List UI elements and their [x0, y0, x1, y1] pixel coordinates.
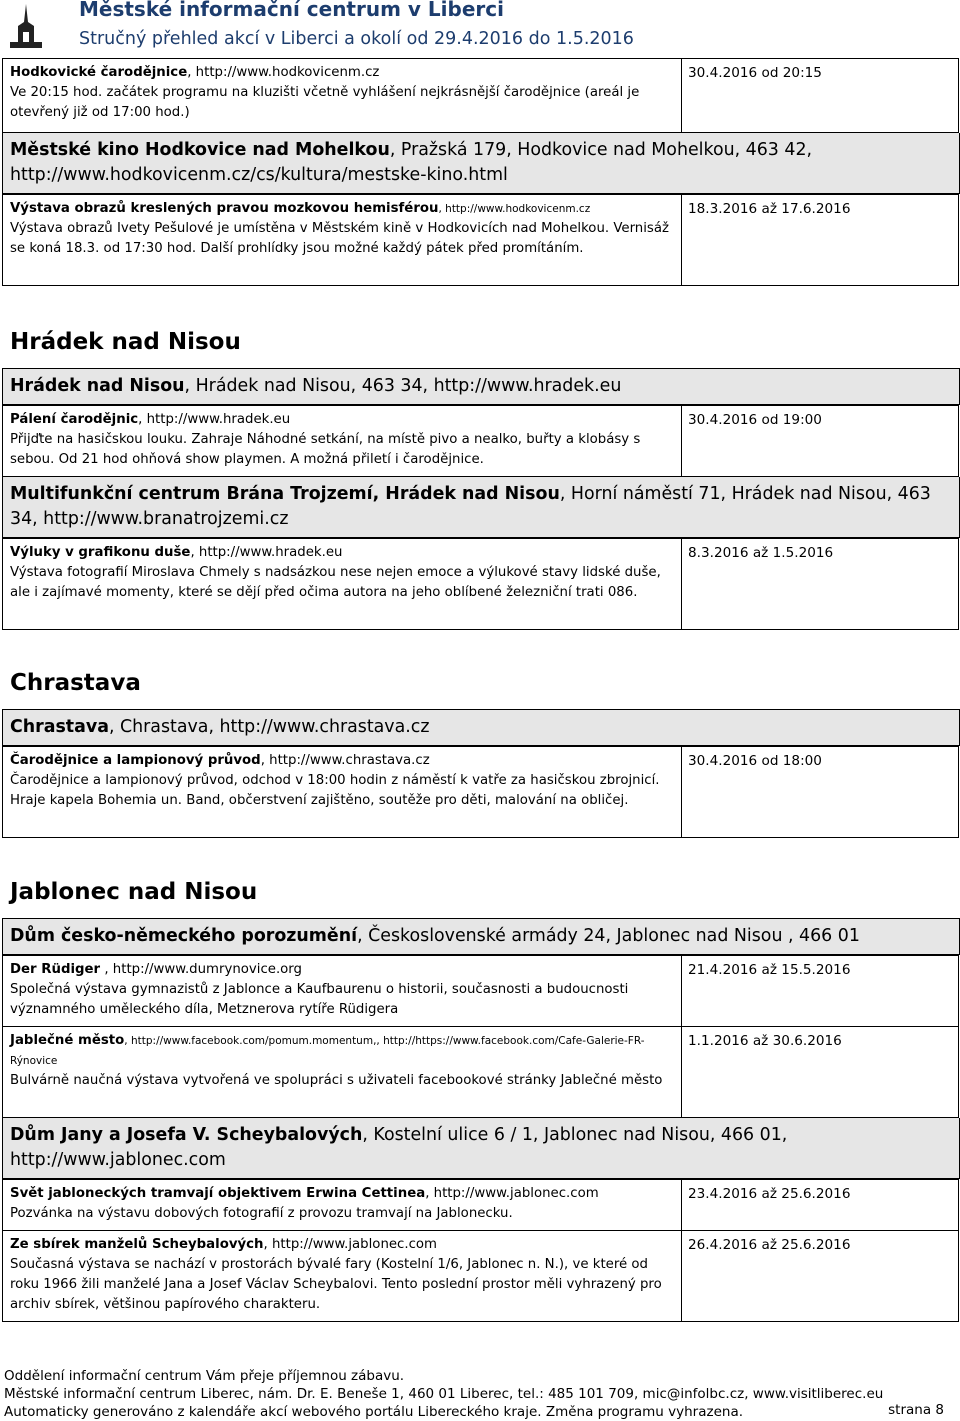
venue-name: Dům česko-německého porozumění — [10, 926, 358, 946]
event-url[interactable]: , http://www.hradek.eu — [190, 545, 343, 560]
liberec-logo-icon — [6, 2, 46, 50]
events-table — [2, 194, 959, 286]
page-footer — [4, 1367, 883, 1421]
event-date: 30.4.2016 od 18:00 — [682, 747, 959, 838]
venue-details: , Chrastava, http://www.chrastava.cz — [108, 717, 430, 737]
event-date: 18.3.2016 až 17.6.2016 — [682, 195, 959, 286]
event-title: Pálení čarodějnic — [10, 412, 139, 427]
event-row — [3, 59, 959, 133]
event-url[interactable]: , http://www.hodkovicenm.cz — [438, 203, 591, 215]
event-url[interactable]: , http://www.hradek.eu — [138, 412, 291, 427]
events-table — [2, 955, 959, 1118]
header-subtitle: Stručný přehled akcí v Liberci a okolí od 29.4.2016 do 1.5.2016 — [79, 29, 634, 49]
event-description: Přijďte na hasičskou louku. Zahraje Náhodné setkání, na místě pivo a nealko, buřty a klobásy s sebou. Od 21 hod ohňová show playmen. A možná přiletí i čarodějnice. — [10, 432, 641, 467]
event-cell — [3, 59, 682, 133]
venue-name: Chrastava — [10, 717, 109, 737]
region-heading-hradek: Hrádek nad Nisou — [10, 329, 241, 355]
event-title: Čarodějnice a lampionový průvod — [10, 753, 261, 768]
event-cell — [3, 1180, 682, 1231]
page-header — [0, 0, 960, 56]
event-url[interactable]: , http://www.hodkovicenm.cz — [187, 65, 380, 80]
page-content — [0, 58, 960, 1322]
header-title: Městské informační centrum v Liberci — [79, 0, 504, 21]
footer-contact: Městské informační centrum Liberec, nám. Dr. E. Beneše 1, 460 01 Liberec, tel.: 485 101 709, mic@infolbc.cz, www.visitliberec.eu — [4, 1386, 884, 1402]
region-heading-jablonec: Jablonec nad Nisou — [10, 879, 258, 905]
events-table — [2, 58, 959, 133]
venue-header — [2, 133, 960, 194]
events-table — [2, 538, 959, 630]
venue-header — [2, 1118, 960, 1179]
venue-name: Hrádek nad Nisou — [10, 376, 185, 396]
region-heading-chrastava: Chrastava — [10, 670, 141, 696]
event-title: Výluky v grafikonu duše — [10, 545, 191, 560]
event-url[interactable]: , http://www.dumrynovice.org — [100, 962, 302, 977]
venue-details: , Pražská 179, Hodkovice nad Mohelkou, 463 42, http://www.hodkovicenm.cz/cs/kultura/mestske-kino.html — [10, 140, 813, 185]
event-cell — [3, 747, 682, 838]
event-row — [3, 956, 959, 1027]
event-row — [3, 195, 959, 286]
events-table — [2, 1179, 959, 1322]
event-description: Pozvánka na výstavu dobových fotografií z provozu tramvají na Jablonecku. — [10, 1206, 513, 1221]
venue-header — [2, 477, 960, 538]
event-title: Hodkovické čarodějnice — [10, 65, 188, 80]
event-date: 30.4.2016 od 19:00 — [682, 406, 959, 477]
venue-header — [2, 918, 960, 955]
event-row — [3, 1180, 959, 1231]
event-date: 30.4.2016 od 20:15 — [682, 59, 959, 133]
event-title: Jablečné město — [10, 1033, 125, 1048]
event-row — [3, 747, 959, 838]
venue-details: , Československé armády 24, Jablonec nad Nisou , 466 01 — [357, 926, 860, 946]
event-description: Výstava obrazů Ivety Pešulové je umístěna v Městském kině v Hodkovicích nad Mohelkou. Vernisáž se koná 18.3. od 17:30 hod. Další prohlídky jsou možné každý pátek před promítáním. — [10, 221, 669, 256]
venue-header — [2, 368, 960, 405]
venue-header — [2, 709, 960, 746]
footer-greeting: Oddělení informační centrum Vám přeje příjemnou zábavu. — [4, 1368, 405, 1384]
event-date: 21.4.2016 až 15.5.2016 — [682, 956, 959, 1027]
event-date: 1.1.2016 až 30.6.2016 — [682, 1027, 959, 1118]
event-description: Bulvárně naučná výstava vytvořená ve spolupráci s uživateli facebookové stránky Jablečné město — [10, 1073, 663, 1088]
event-description: Čarodějnice a lampionový průvod, odchod v 18:00 hodin z náměstí k vatře za hasičskou zbrojnicí. Hraje kapela Bohemia un. Band, občerstvení zajištěno, soutěže pro děti, malování na obličej. — [10, 773, 660, 808]
event-title: Ze sbírek manželů Scheybalových — [10, 1237, 264, 1252]
event-row — [3, 1027, 959, 1118]
event-row — [3, 406, 959, 477]
venue-name: Městské kino Hodkovice nad Mohelkou — [10, 140, 390, 160]
event-cell — [3, 1231, 682, 1322]
event-title: Svět jabloneckých tramvají objektivem Erwina Cettinea — [10, 1186, 426, 1201]
event-date: 23.4.2016 až 25.6.2016 — [682, 1180, 959, 1231]
event-title: Der Rüdiger — [10, 962, 101, 977]
event-row — [3, 539, 959, 630]
page-number: strana 8 — [888, 1402, 944, 1418]
venue-details: , Kostelní ulice 6 / 1, Jablonec nad Nisou, 466 01, http://www.jablonec.com — [10, 1125, 788, 1170]
venue-name: Multifunkční centrum Brána Trojzemí, Hrádek nad Nisou — [10, 484, 560, 504]
event-cell — [3, 1027, 682, 1118]
event-url[interactable]: , http://www.chrastava.cz — [260, 753, 430, 768]
event-description: Společná výstava gymnazistů z Jablonce a Kaufbaurenu o historii, současnosti a budoucnosti významného uměleckého díla, Metznerova rytíře Rüdigera — [10, 982, 629, 1017]
event-row — [3, 1231, 959, 1322]
event-description: Ve 20:15 hod. začátek programu na kluzišti včetně vyhlášení nejkrásnější čarodějnice (areál je otevřený již od 17:00 hod.) — [10, 85, 640, 120]
venue-details: , Hrádek nad Nisou, 463 34, http://www.hradek.eu — [184, 376, 622, 396]
footer-note: Automaticky generováno z kalendáře akcí webového portálu Libereckého kraje. Změna programu vyhrazena. — [4, 1404, 744, 1420]
venue-details: , Horní náměstí 71, Hrádek nad Nisou, 463 34, http://www.branatrojzemi.cz — [10, 484, 931, 529]
event-description: Výstava fotografií Miroslava Chmely s nadsázkou nese nejen emoce a výlukové stavy lidské duše, ale i zajímavé momenty, které se dějí před očima autora na jeho oblíbené železniční trati 086. — [10, 565, 661, 600]
event-cell — [3, 406, 682, 477]
venue-name: Dům Jany a Josefa V. Scheybalových — [10, 1125, 363, 1145]
events-table — [2, 746, 959, 838]
event-url[interactable]: , http://www.jablonec.com — [263, 1237, 437, 1252]
event-cell — [3, 539, 682, 630]
event-cell — [3, 195, 682, 286]
events-table — [2, 405, 959, 477]
event-date: 8.3.2016 až 1.5.2016 — [682, 539, 959, 630]
event-description: Současná výstava se nachází v prostorách bývalé fary (Kostelní 1/6, Jablonec n. N.), ve které od roku 1966 žili manželé Jana a Josef Václav Scheybalovi. Tento poslední prostor měli vyhrazený pro archiv sbírek, většinou papírového charakteru. — [10, 1257, 662, 1312]
event-title: Výstava obrazů kreslených pravou mozkovou hemisférou — [10, 201, 439, 216]
event-date: 26.4.2016 až 25.6.2016 — [682, 1231, 959, 1322]
event-url[interactable]: , http://www.facebook.com/pomum.momentum,, http://https://www.facebook.com/Cafe-Galerie-FR-Rýnovice — [10, 1035, 645, 1067]
event-url[interactable]: , http://www.jablonec.com — [425, 1186, 599, 1201]
event-cell — [3, 956, 682, 1027]
